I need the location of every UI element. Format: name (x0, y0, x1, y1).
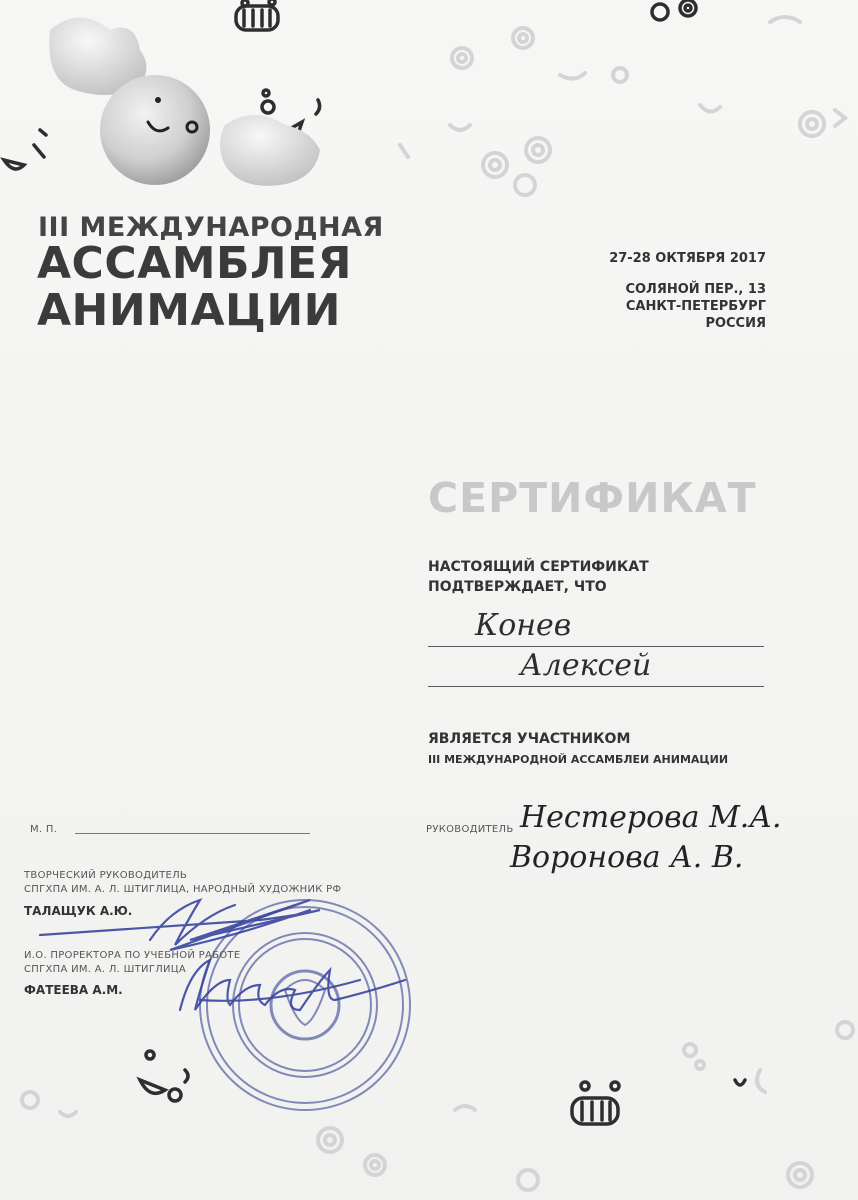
prorector-title-line2: СПГХПА ИМ. А. Л. ШТИГЛИЦА (24, 964, 187, 975)
supervisor-label: РУКОВОДИТЕЛЬ (426, 824, 514, 835)
creative-director-name: ТАЛАЩУК А.Ю. (24, 904, 133, 918)
event-info (609, 250, 766, 332)
creative-director-title-line2: СПГХПА ИМ. А. Л. ШТИГЛИЦА, НАРОДНЫЙ ХУДОЖНИК РФ (24, 884, 342, 895)
prorector-title-line1: И.О. ПРОРЕКТОРА ПО УЧЕБНОЙ РАБОТЕ (24, 950, 241, 961)
supervisor-names-line2: Воронова А. В. (510, 840, 744, 875)
confirm-line1: НАСТОЯЩИЙ СЕРТИФИКАТ (428, 559, 649, 575)
event-address: СОЛЯНОЙ ПЕР., 13 (625, 282, 766, 297)
assembly-title-line1: III МЕЖДУНАРОДНАЯ (38, 212, 384, 243)
participant-line2: III МЕЖДУНАРОДНОЙ АССАМБЛЕИ АНИМАЦИИ (428, 753, 729, 766)
participant-surname: Конев (475, 608, 572, 643)
event-city: САНКТ-ПЕТЕРБУРГ (625, 299, 766, 314)
event-country: РОССИЯ (705, 316, 766, 331)
name-line (428, 686, 764, 687)
certificate-title: СЕРТИФИКАТ (428, 474, 757, 522)
confirm-line2: ПОДТВЕРЖДАЕТ, ЧТО (428, 579, 607, 595)
winged-smile-logo (49, 18, 320, 186)
seal-label: М. П. (30, 824, 58, 835)
participant-name: Алексей (520, 648, 652, 683)
confirm-text (428, 557, 649, 597)
event-dates: 27-28 ОКТЯБРЯ 2017 (609, 251, 766, 266)
surname-line (428, 646, 764, 647)
assembly-title-line2: АССАМБЛЕЯ (37, 238, 352, 289)
participant-line1: ЯВЛЯЕТСЯ УЧАСТНИКОМ (428, 731, 631, 747)
creative-director-title-line1: ТВОРЧЕСКИЙ РУКОВОДИТЕЛЬ (24, 870, 188, 881)
seal-line (75, 833, 310, 834)
supervisor-names-line1: Нестерова М.А. (520, 800, 782, 835)
prorector-name: ФАТЕЕВА А.М. (24, 983, 123, 997)
assembly-title-line3: АНИМАЦИИ (37, 285, 342, 336)
